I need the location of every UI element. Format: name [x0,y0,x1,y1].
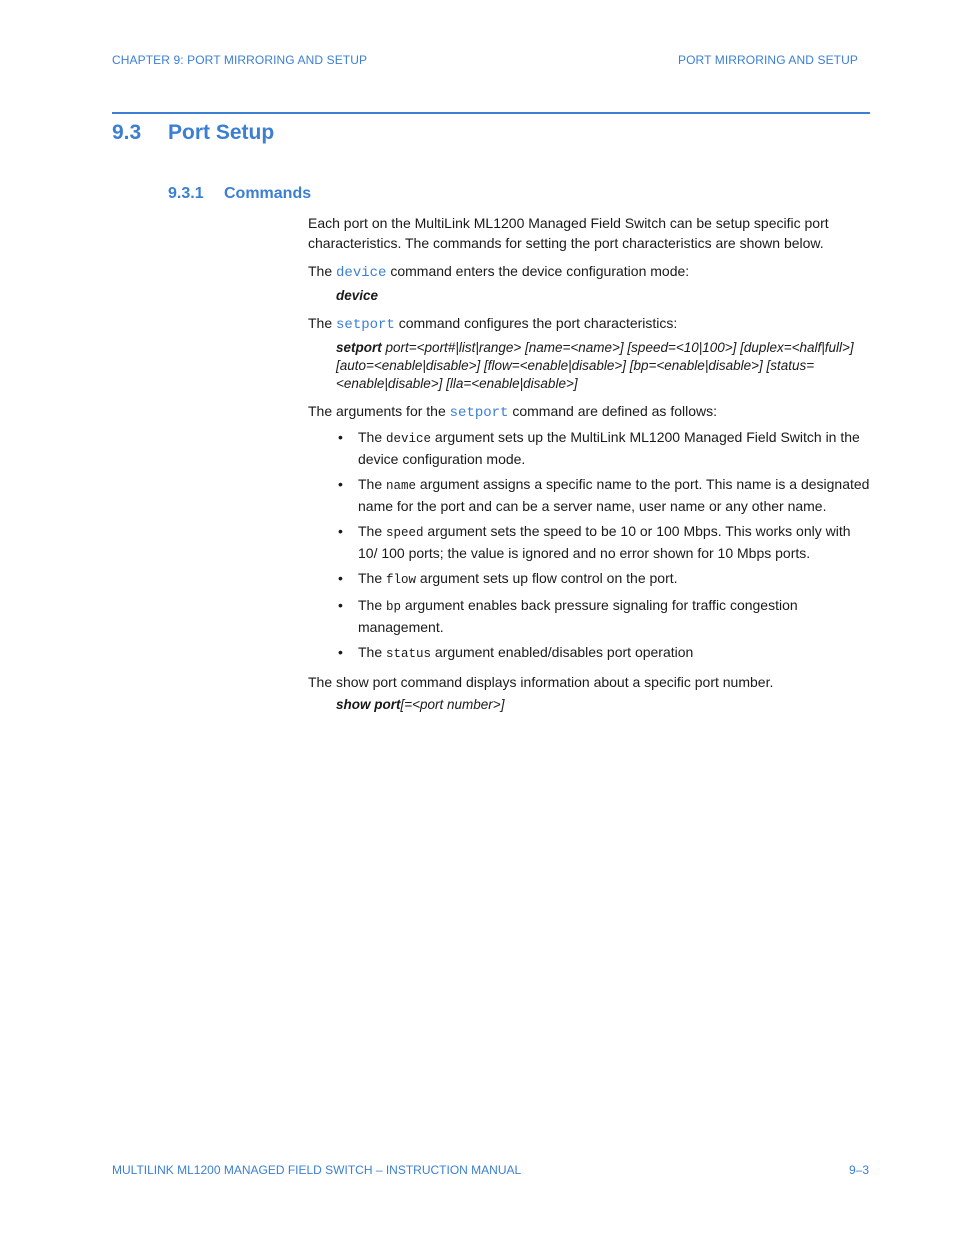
show-port-syntax-args: [=<port number>] [400,697,505,712]
device-syntax [336,287,870,305]
device-pre: The [308,263,337,279]
bullet-post: argument sets up flow control on the port. [416,570,678,586]
body-text [308,213,870,722]
subsection-heading [168,185,311,203]
list-item [358,568,870,590]
section-rule [112,112,870,114]
bullet-arg: name [386,479,417,493]
bullet-arg: speed [386,526,424,540]
setport-pre: The [308,315,337,331]
setport-args-command-link[interactable]: setport [449,405,509,421]
device-syntax-cmd: device [336,288,379,303]
setport-syntax-args: port=<port#|list|range> [name=<name>] [speed=<10|100>] [duplex=<half|full>] [auto=<enable|disable>] [flow=<enable|disable>] [bp=<enable|disable>] [status=<enable|disable>] [lla=<enable|disable>] [336,340,854,391]
setport-command-link[interactable]: setport [336,317,395,333]
setport-syntax-cmd: setport [336,340,382,355]
list-item [358,427,870,469]
args-pre: The arguments for the [308,403,450,419]
setport-post: command configures the port characteristics: [394,315,678,331]
show-port-paragraph: The show port command displays information about a specific port number. [308,674,774,690]
bullet-post: argument enabled/disables port operation [431,644,694,660]
show-port-syntax-cmd: show port [336,697,401,712]
footer-page-number: 9–3 [848,1163,869,1177]
arguments-paragraph [308,401,870,423]
list-item [358,521,870,563]
bullet-pre: The [358,597,387,613]
footer-manual-title: MULTILINK ML1200 MANAGED FIELD SWITCH – INSTRUCTION MANUAL [112,1163,522,1177]
bullet-post: argument enables back pressure signaling for traffic congestion management. [358,597,798,635]
bullet-post: argument sets up the MultiLink ML1200 Managed Field Switch in the device configuration mode. [358,429,860,467]
bullet-pre: The [358,523,387,539]
subsection-title: Commands [224,185,312,202]
section-number: 9.3 [112,121,142,144]
bullet-arg: status [386,647,432,661]
list-item [358,595,870,637]
bullet-pre: The [358,644,387,660]
bullet-post: argument sets the speed to be 10 or 100 Mbps. This works only with 10/ 100 ports; the value is ignored and no error shown for 10 Mbps ports. [358,523,851,561]
section-title: Port Setup [168,121,275,144]
list-item [358,642,870,664]
intro-paragraph: Each port on the MultiLink ML1200 Managed Field Switch can be setup specific port characteristics. The commands for setting the port characteristics are shown below. [308,215,829,251]
list-item [358,474,870,516]
bullet-arg: flow [386,573,417,587]
device-paragraph [308,261,870,283]
device-post: command enters the device configuration mode: [386,263,690,279]
device-command-link[interactable]: device [336,265,387,281]
show-port-syntax [336,696,870,714]
subsection-number: 9.3.1 [168,185,204,202]
bullet-post: argument assigns a specific name to the port. This name is a designated name for the port and can be a server name, user name or any other name. [358,476,870,514]
section-heading [112,121,274,145]
running-header-right: PORT MIRRORING AND SETUP [678,53,858,67]
bullet-arg: device [386,432,432,446]
setport-paragraph [308,313,870,335]
setport-syntax [336,339,870,393]
args-post: command are defined as follows: [508,403,718,419]
bullet-pre: The [358,476,387,492]
bullet-pre: The [358,570,387,586]
bullet-pre: The [358,429,387,445]
bullet-arg: bp [386,600,402,614]
argument-list [308,427,870,664]
running-header-left: CHAPTER 9: PORT MIRRORING AND SETUP [112,53,368,67]
